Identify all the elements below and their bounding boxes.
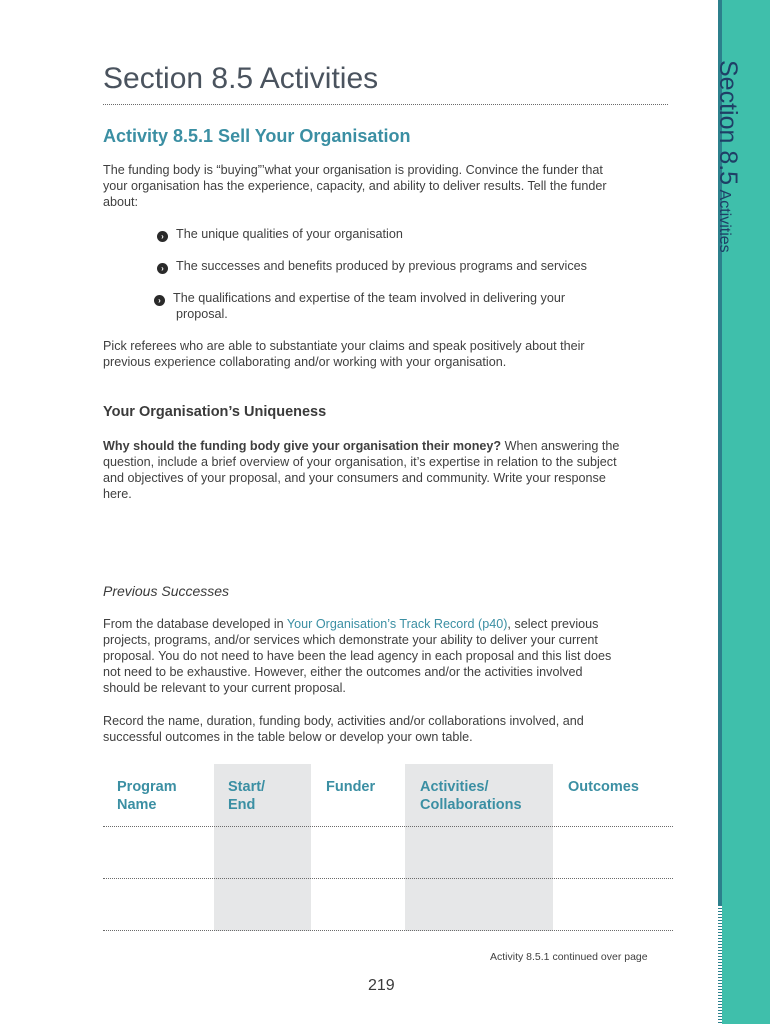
uniqueness-line bbox=[103, 438, 673, 454]
uniqueness-line: and objectives of your proposal, and your consumers and community. Write your response bbox=[103, 471, 606, 485]
table-row-divider bbox=[103, 826, 673, 827]
intro-line: The funding body is “buying”’what your organisation is providing. Convince the funder that bbox=[103, 163, 603, 177]
bullet-text-continued: proposal. bbox=[176, 307, 228, 321]
uniqueness-line: question, include a brief overview of your organisation, it’s expertise in relation to the subject bbox=[103, 455, 617, 469]
chevron-right-icon: › bbox=[154, 295, 165, 306]
uniqueness-question: Why should the funding body give your organisation their money? bbox=[103, 439, 502, 453]
bullet-text: The successes and benefits produced by previous programs and services bbox=[176, 259, 587, 273]
uniqueness-text: When answering the bbox=[501, 439, 620, 453]
previous-line: not need to be exhaustive. However, either the outcomes and/or the activities involved bbox=[103, 665, 583, 679]
header-line: Name bbox=[117, 797, 157, 813]
bullet-text: The unique qualities of your organisation bbox=[176, 227, 403, 241]
previous-line: proposal. You do not need to have been the lead agency in each proposal and this list does bbox=[103, 649, 612, 663]
bullet-item bbox=[157, 258, 587, 274]
uniqueness-heading: Your Organisation’s Uniqueness bbox=[103, 404, 327, 420]
column-header-activities bbox=[420, 778, 522, 814]
column-header-start-end bbox=[228, 778, 265, 814]
column-header-outcomes bbox=[568, 778, 639, 796]
table-row-divider bbox=[103, 878, 673, 879]
intro-line: your organisation has the experience, capacity, and ability to deliver results. Tell the funder bbox=[103, 179, 607, 193]
bullet-text: The qualifications and expertise of the team involved in delivering your bbox=[173, 291, 566, 305]
table-row[interactable] bbox=[103, 880, 673, 930]
activity-heading: Activity 8.5.1 Sell Your Organisation bbox=[103, 126, 411, 146]
intro-line: about: bbox=[103, 195, 139, 209]
referees-paragraph bbox=[103, 338, 673, 370]
track-record-link[interactable]: Your Organisation’s Track Record (p40) bbox=[286, 617, 508, 631]
previous-heading: Previous Successes bbox=[103, 583, 230, 599]
bullet-item bbox=[154, 290, 565, 322]
chevron-right-icon: › bbox=[157, 231, 168, 242]
header-line: Funder bbox=[326, 779, 376, 795]
record-line: Record the name, duration, funding body, activities and/or collaborations involved, and bbox=[103, 714, 584, 728]
header-line: End bbox=[228, 797, 256, 813]
header-line: Start/ bbox=[228, 779, 266, 795]
table-row-divider bbox=[103, 930, 673, 931]
side-tab-label bbox=[713, 60, 742, 253]
previous-line: should be relevant to your current proposal. bbox=[103, 681, 346, 695]
title-divider bbox=[103, 104, 668, 105]
page-title bbox=[103, 62, 378, 96]
header-line: Collaborations bbox=[420, 797, 522, 813]
record-paragraph bbox=[103, 713, 673, 745]
previous-text: From the database developed in bbox=[103, 617, 287, 631]
page-title-rest: Activities bbox=[259, 62, 379, 95]
continued-note: Activity 8.5.1 continued over page bbox=[490, 951, 648, 963]
side-tab-activities: Activities bbox=[716, 189, 733, 253]
record-line: successful outcomes in the table below or develop your own table. bbox=[103, 730, 473, 744]
intro-paragraph bbox=[103, 162, 673, 210]
chevron-right-icon: › bbox=[157, 263, 168, 274]
bullet-item bbox=[157, 226, 403, 242]
previous-text: , select previous bbox=[507, 617, 599, 631]
uniqueness-paragraph bbox=[103, 438, 673, 502]
previous-line: projects, programs, and/or services which demonstrate your ability to deliver your current bbox=[103, 633, 598, 647]
referees-line: Pick referees who are able to substantiate your claims and speak positively about their bbox=[103, 339, 585, 353]
referees-line: previous experience collaborating and/or working with your organisation. bbox=[103, 355, 507, 369]
page-number: 219 bbox=[368, 977, 395, 994]
uniqueness-line: here. bbox=[103, 487, 132, 501]
table-row[interactable] bbox=[103, 830, 673, 880]
previous-paragraph bbox=[103, 616, 673, 696]
column-header-program bbox=[117, 778, 177, 814]
header-line: Outcomes bbox=[568, 779, 639, 795]
header-line: Program bbox=[117, 779, 177, 795]
column-header-funder bbox=[326, 778, 375, 796]
header-line: Activities/ bbox=[420, 779, 489, 795]
side-tab-section: Section 8.5 bbox=[714, 60, 742, 186]
previous-line bbox=[103, 616, 673, 632]
page-title-section: Section 8.5 bbox=[103, 62, 254, 95]
